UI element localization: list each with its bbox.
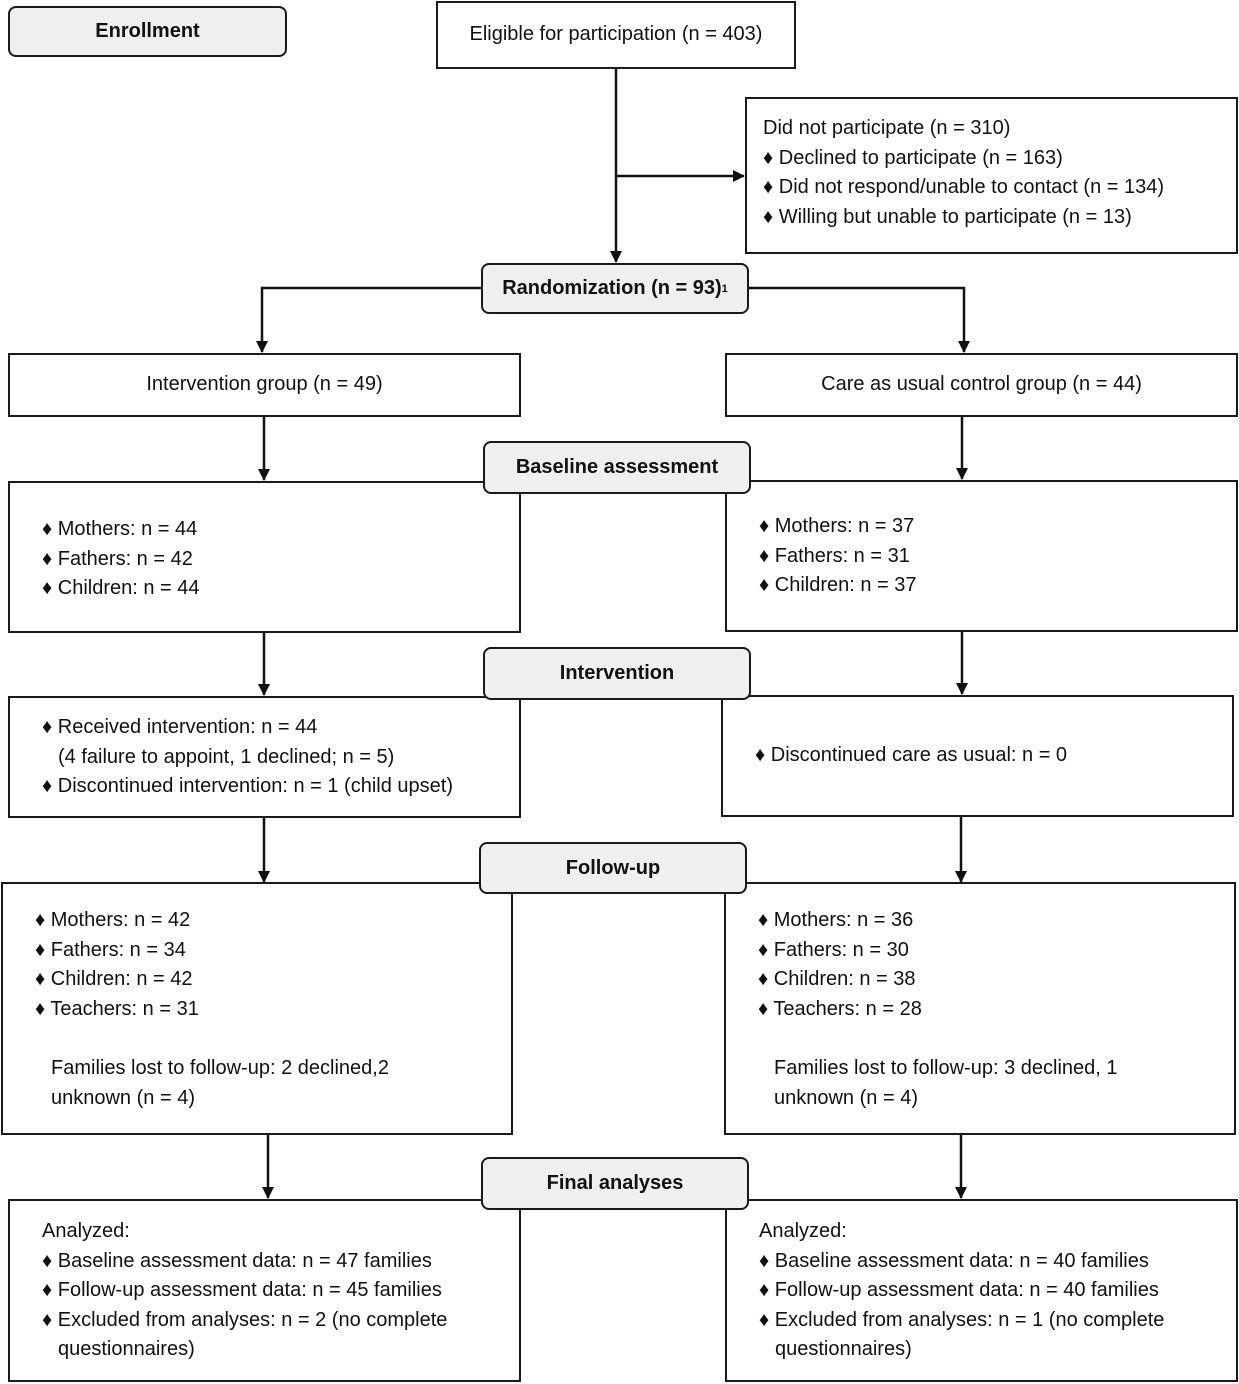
- baseline-assessment-label: Baseline assessment: [483, 441, 751, 494]
- intervention-phase-left-box: [8, 696, 521, 818]
- analyzed-item-cont: questionnaires): [775, 1338, 912, 1360]
- not-participating-item: ♦ Declined to participate (n = 163): [763, 146, 1063, 169]
- baseline-item: ♦ Mothers: n = 44: [42, 518, 198, 540]
- followup-item: ♦ Children: n = 38: [758, 968, 916, 990]
- followup-item: ♦ Teachers: n = 28: [758, 997, 922, 1020]
- eligible-box: [436, 1, 796, 69]
- eligible-text: Eligible for participation (n = 403): [469, 23, 763, 46]
- intervention-group-box: [8, 353, 521, 417]
- control-group-box: [725, 353, 1238, 417]
- followup-intervention-box: [1, 882, 513, 1135]
- baseline-item: ♦ Mothers: n = 37: [759, 515, 915, 537]
- analyzed-item: ♦ Follow-up assessment data: n = 40 families: [759, 1279, 1159, 1301]
- analyzed-item: ♦ Follow-up assessment data: n = 45 families: [42, 1279, 442, 1301]
- followup-label: Follow-up: [479, 842, 747, 894]
- discontinued-care-as-usual: ♦ Discontinued care as usual: n = 0: [755, 744, 1068, 766]
- lost-to-followup: Families lost to follow-up: 2 declined,2: [51, 1057, 389, 1079]
- intervention-group-text: Intervention group (n = 49): [146, 373, 383, 396]
- lost-to-followup-cont: unknown (n = 4): [51, 1086, 195, 1109]
- followup-item: ♦ Children: n = 42: [35, 968, 193, 990]
- not-participating-item: ♦ Willing but unable to participate (n = 13): [763, 205, 1132, 228]
- intervention-label: Intervention: [483, 647, 751, 700]
- enrollment-label: Enrollment: [8, 6, 287, 57]
- lost-to-followup: Families lost to follow-up: 3 declined, 1: [774, 1057, 1118, 1079]
- followup-control-box: [724, 882, 1236, 1135]
- analyzed-title: Analyzed:: [759, 1220, 847, 1242]
- analyzed-item-cont: questionnaires): [58, 1338, 195, 1360]
- lost-to-followup-cont: unknown (n = 4): [774, 1086, 918, 1109]
- randomization-label: Randomization (n = 93) 1: [481, 263, 749, 314]
- analyzed-item: ♦ Baseline assessment data: n = 40 families: [759, 1249, 1149, 1272]
- not-participating-title: Did not participate (n = 310): [763, 117, 1011, 139]
- received-intervention-detail: (4 failure to appoint, 1 declined; n = 5): [58, 745, 395, 768]
- analyzed-item: ♦ Excluded from analyses: n = 1 (no complete: [759, 1308, 1165, 1331]
- randomization-footnote: 1: [721, 282, 728, 295]
- arrow-randomization-to-intervention-group: [262, 288, 482, 352]
- intervention-phase-right-box: [721, 695, 1234, 817]
- received-intervention: ♦ Received intervention: n = 44: [42, 716, 318, 738]
- followup-item: ♦ Fathers: n = 30: [758, 938, 909, 961]
- baseline-item: ♦ Fathers: n = 31: [759, 544, 910, 567]
- not-participating-box: [745, 97, 1238, 254]
- followup-item: ♦ Mothers: n = 36: [758, 909, 914, 931]
- baseline-item: ♦ Children: n = 37: [759, 574, 917, 596]
- final-control-box: [725, 1199, 1238, 1382]
- final-intervention-box: [8, 1199, 521, 1382]
- final-analyses-label: Final analyses: [481, 1157, 749, 1210]
- baseline-intervention-box: [8, 481, 521, 633]
- discontinued-intervention: ♦ Discontinued intervention: n = 1 (child upset): [42, 775, 453, 797]
- baseline-control-box: [725, 480, 1238, 632]
- not-participating-item: ♦ Did not respond/unable to contact (n = 134): [763, 176, 1165, 198]
- followup-item: ♦ Teachers: n = 31: [35, 997, 199, 1020]
- analyzed-title: Analyzed:: [42, 1220, 130, 1242]
- analyzed-item: ♦ Baseline assessment data: n = 47 families: [42, 1249, 432, 1272]
- control-group-text: Care as usual control group (n = 44): [821, 373, 1142, 396]
- followup-item: ♦ Fathers: n = 34: [35, 938, 186, 961]
- followup-item: ♦ Mothers: n = 42: [35, 909, 191, 931]
- baseline-item: ♦ Fathers: n = 42: [42, 547, 193, 570]
- analyzed-item: ♦ Excluded from analyses: n = 2 (no complete: [42, 1308, 448, 1331]
- baseline-item: ♦ Children: n = 44: [42, 577, 200, 599]
- arrow-randomization-to-control-group: [748, 288, 964, 352]
